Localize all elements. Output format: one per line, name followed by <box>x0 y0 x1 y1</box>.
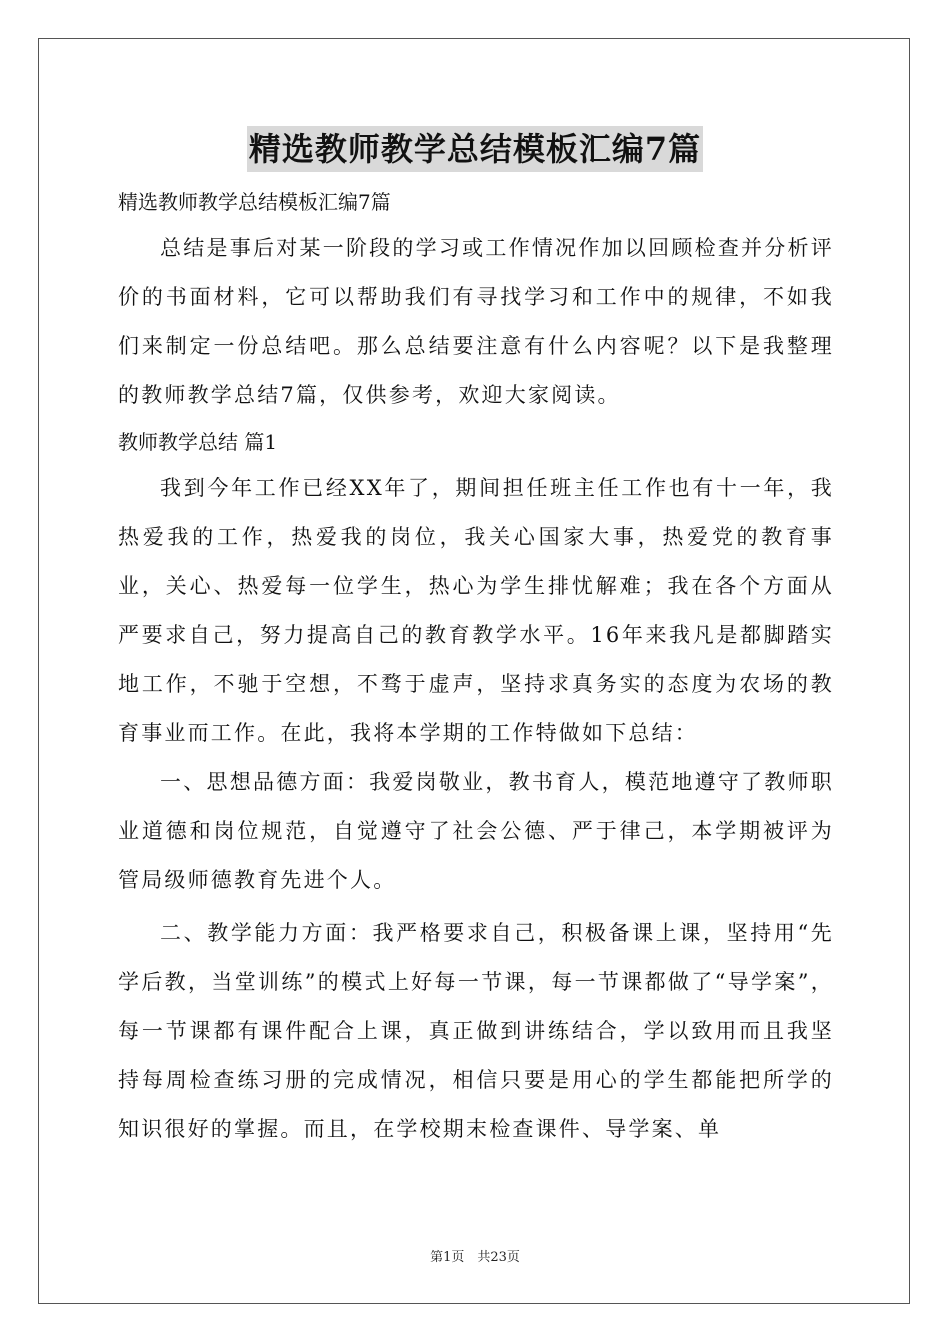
document-title: 精选教师教学总结模板汇编7篇 <box>247 126 703 172</box>
body-paragraph-1: 我到今年工作已经XX年了，期间担任班主任工作也有十一年，我热爱我的工作，热爱我的岗位，我关心国家大事，热爱党的教育事业，关心、热爱每一位学生，热心为学生排忧解难；我在各个方面从严要求自己，努力提高自己的教育教学水平。16年来我凡是都脚踏实地工作，不驰于空想，不骛于虚声，坚持求真务实的态度为农场的教育事业而工作。在此，我将本学期的工作特做如下总结： <box>118 476 834 745</box>
title-container <box>0 126 950 172</box>
intro-paragraph: 总结是事后对某一阶段的学习或工作情况作加以回顾检查并分析评价的书面材料，它可以帮助我们有寻找学习和工作中的规律，不如我们来制定一份总结吧。那么总结要注意有什么内容呢？以下是我整理的教师教学总结7篇，仅供参考，欢迎大家阅读。 <box>118 236 834 407</box>
document-subtitle: 精选教师教学总结模板汇编7篇 <box>118 190 391 214</box>
document-body <box>118 180 834 1154</box>
body-paragraph-2: 一、思想品德方面：我爱岗敬业，教书育人，模范地遵守了教师职业道德和岗位规范，自觉遵守了社会公德、严于律己，本学期被评为管局级师德教育先进个人。 <box>118 770 834 892</box>
page-footer: 第1页 共23页 <box>430 1250 520 1265</box>
section-heading: 教师教学总结 篇1 <box>118 430 278 454</box>
body-paragraph-3: 二、教学能力方面：我严格要求自己，积极备课上课，坚持用“先学后教，当堂训练”的模式上好每一节课，每一节课都做了“导学案”，每一节课都有课件配合上课，真正做到讲练结合，学以致用而且我坚持每周检查练习册的完成情况，相信只要是用心的学生都能把所学的知识很好的掌握。而且，在学校期末检查课件、导学案、单 <box>118 921 834 1141</box>
